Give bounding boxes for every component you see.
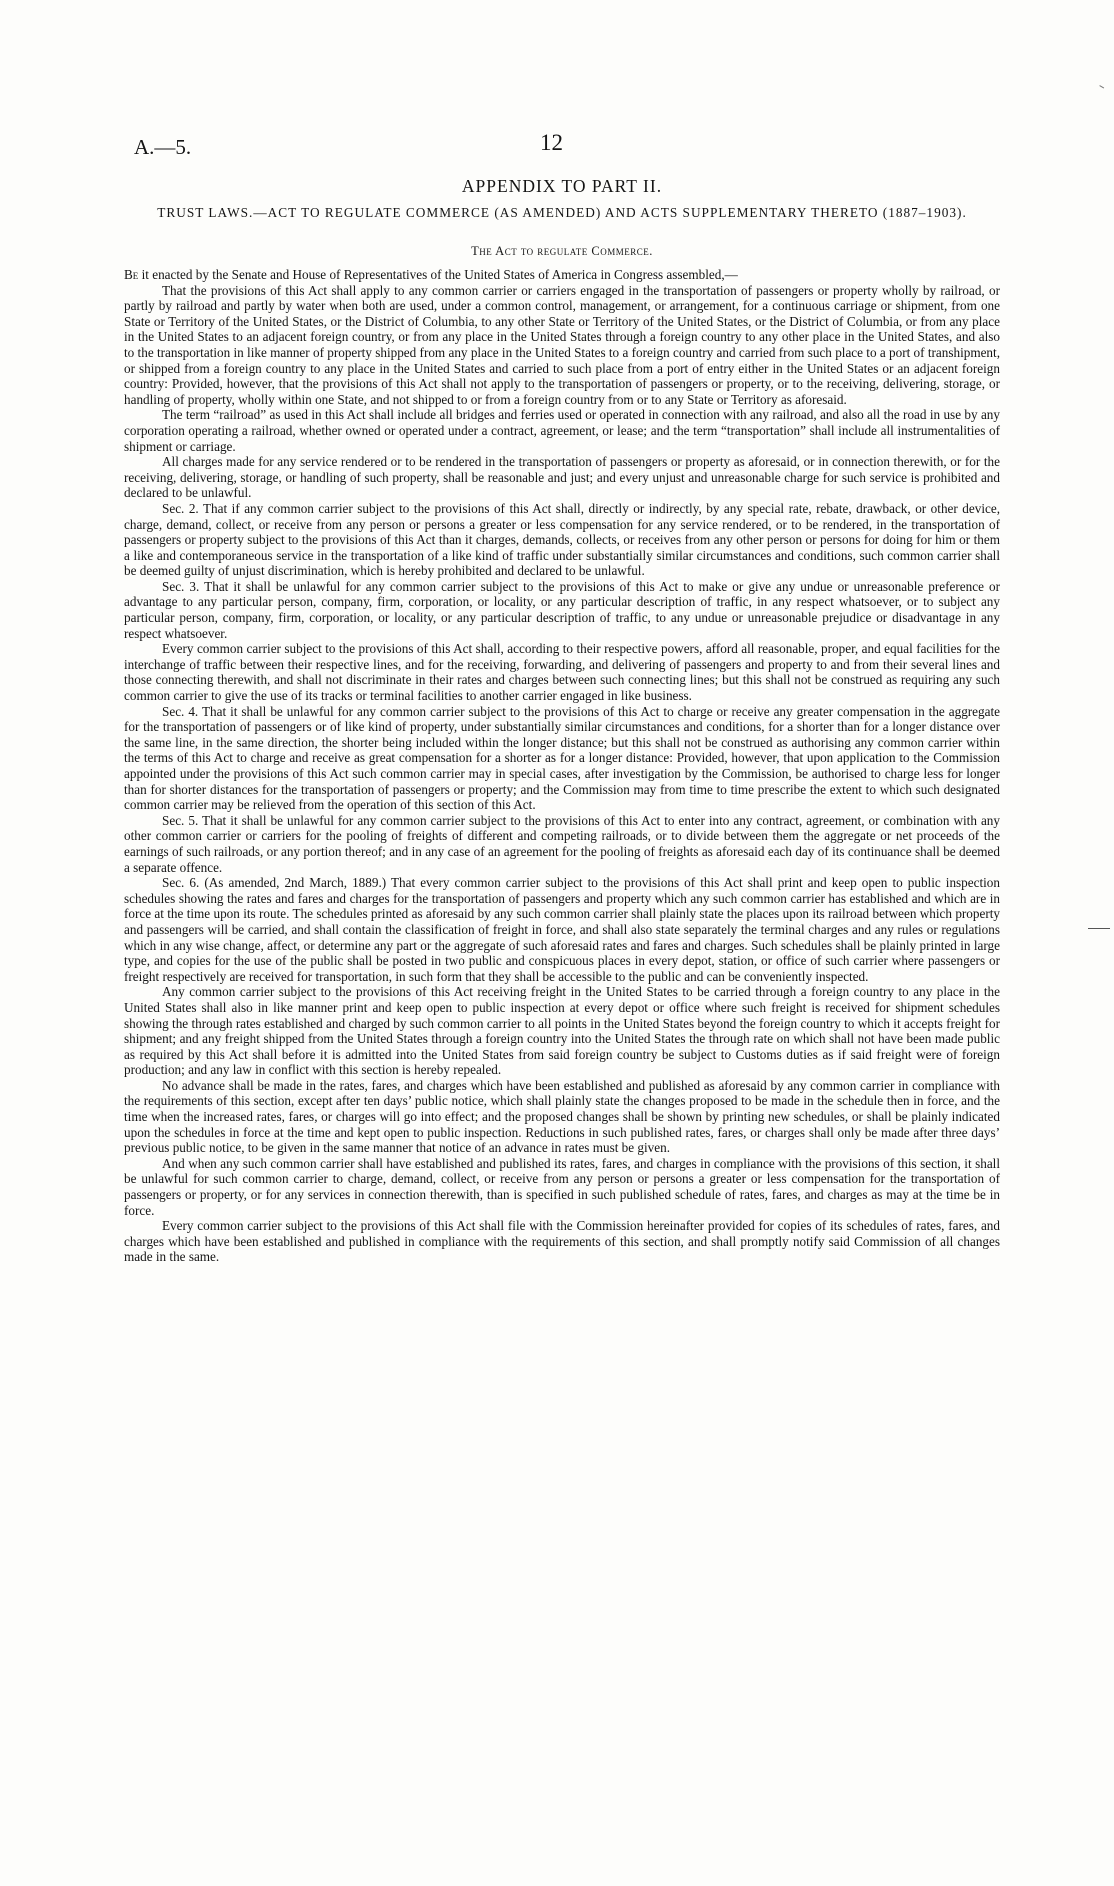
paragraph: Every common carrier subject to the provisions of this Act shall file with the Commission hereinafter provided for copies of its schedules of rates, fares, and charges which have been established and published in compliance with the requirements of this section, and shall promptly notify said Commission of all changes made in the same.: [124, 1218, 1000, 1265]
paragraph: Every common carrier subject to the provisions of this Act shall, according to their respective powers, afford all reasonable, proper, and equal facilities for the interchange of traffic between their respective lines, and for the receiving, forwarding, and delivering of passengers and property to and from their several lines and those connecting therewith, and shall not discriminate in their rates and charges between such connecting lines; but this shall not be construed as requiring any such common carrier to give the use of its tracks or terminal facilities to another carrier engaged in like business.: [124, 641, 1000, 704]
margin-dash: [1088, 928, 1110, 929]
paragraph: Any common carrier subject to the provisions of this Act receiving freight in the United States to be carried through a foreign country to any place in the United States shall also in like manner print and keep open to public inspection at every depot or office where such freight is received for shipment schedules showing the through rates established and charged by such common carrier to all points in the United States beyond the foreign country to which it accepts freight for shipment; and any freight shipped from the United States through a foreign country into the United States the through rate on which shall not have been made public as required by this Act shall before it is admitted into the United States from said foreign country be subject to Customs duties as if said freight were of foreign production; and any law in conflict with this section is hereby repealed.: [124, 984, 1000, 1078]
document-body: [124, 267, 1000, 1265]
page-number: 12: [540, 130, 563, 155]
enacting-clause: [124, 267, 1000, 283]
enacting-first-word: Be: [124, 267, 139, 282]
paragraph: And when any such common carrier shall have established and published its rates, fares, and charges in compliance with the provisions of this section, it shall be unlawful for such common carrier to charge, demand, collect, or receive from any person or persons a greater or less compensation for the transportation of passengers or property, or for any services in connection therewith, than is specified in such published schedule of rates, fares, and charges as may at the time be in force.: [124, 1155, 1000, 1218]
paragraph: The term “railroad” as used in this Act shall include all bridges and ferries used or operated in connection with any railroad, and also all the road in use by any corporation operating a railroad, whether owned or operated under a contract, agreement, or lease; and the term “transportation” shall include all instrumentalities of shipment or carriage.: [124, 407, 1000, 454]
paragraph-sec-2: Sec. 2. That if any common carrier subject to the provisions of this Act shall, directly or indirectly, by any special rate, rebate, drawback, or other device, charge, demand, collect, or receive from any person or persons a greater or less compensation for any service rendered, or to be rendered, in the transportation of passengers or property subject to the provisions of this Act than it charges, demands, collects, or receives from any other person or persons for doing for him or them a like and contemporaneous service in the transportation of a like kind of traffic under substantially similar circumstances and conditions, such common carrier shall be deemed guilty of unjust discrimination, which is hereby prohibited and declared to be unlawful.: [124, 500, 1000, 579]
paragraph: All charges made for any service rendered or to be rendered in the transportation of passengers or property as aforesaid, or in connection therewith, or for the receiving, delivering, storage, or handling of such property, shall be reasonable and just; and every unjust and unreasonable charge for such service is prohibited and declared to be unlawful.: [124, 454, 1000, 501]
paragraph-sec-6: Sec. 6. (As amended, 2nd March, 1889.) That every common carrier subject to the provisions of this Act shall print and keep open to public inspection schedules showing the rates and fares and charges for the transportation of passengers and property which any such common carrier has established and which are in force at the time upon its route. The schedules printed as aforesaid by any such common carrier shall plainly state the places upon its railroad between which property and passengers will be carried, and shall contain the classification of freight in force, and shall also state separately the terminal charges and any rules or regulations which in any wise change, affect, or determine any part or the aggregate of such aforesaid rates and fares and charges. Such schedules shall be plainly printed in large type, and copies for the use of the public shall be posted in two public and conspicuous places in every depot, station, or office of such carrier where passengers or freight respectively are received for transportation, in such form that they shall be accessible to the public and can be conveniently inspected.: [124, 875, 1000, 984]
appendix-title: APPENDIX TO PART II.: [461, 176, 663, 196]
paragraph: No advance shall be made in the rates, fares, and charges which have been established and published as aforesaid by any common carrier in compliance with the requirements of this section, except after ten days’ public notice, which shall plainly state the changes proposed to be made in the schedule then in force, and the time when the increased rates, fares, or charges will go into effect; and the proposed changes shall be shown by printing new schedules, or shall be plainly indicated upon the schedules in force at the time and kept open to public inspection. Reductions in such published rates, fares, or charges shall only be made after three days’ previous public notice, to be given in the same manner that notice of an advance in rates must be given.: [124, 1077, 1000, 1156]
paragraph: That the provisions of this Act shall apply to any common carrier or carriers engaged in the transportation of passengers or property wholly by railroad, or partly by railroad and partly by water when both are used, under a common control, management, or arrangement, for a continuous carriage or shipment, from one State or Territory of the United States, or the District of Columbia, to any other State or Territory of the United States, or the District of Columbia, or from any place in the United States to an adjacent foreign country, or from any place in the United States through a foreign country to any other place in the United States, and also to the transportation in like manner of property shipped from any place in the United States to a foreign country and carried from such place to a port of transhipment, or shipped from a foreign country to any place in the United States and carried to such place from a port of entry either in the United States or an adjacent foreign country: Provided, however, that the provisions of this Act shall not apply to the transportation of passengers or property, or to the receiving, delivering, storage, or handling of property, wholly within one State, and not shipped to or from a foreign country from or to any State or Territory as aforesaid.: [124, 282, 1000, 407]
act-title: The Act to regulate Commerce.: [471, 244, 653, 258]
document-subtitle: TRUST LAWS.—ACT TO REGULATE COMMERCE (AS AMENDED) AND ACTS SUPPLEMENTARY THERETO (1887–1903).: [157, 205, 967, 220]
paragraph-sec-4: Sec. 4. That it shall be unlawful for any common carrier subject to the provisions of this Act to charge or receive any greater compensation in the aggregate for the transportation of passengers or of like kind of property, under substantially similar circumstances and conditions, for a shorter than for a longer distance over the same line, in the same direction, the shorter being included within the longer distance; but this shall not be construed as authorising any common carrier within the terms of this Act to charge and receive as great compensation for a shorter as for a longer distance: Provided, however, that upon application to the Commission appointed under the provisions of this Act such common carrier may in special cases, after investigation by the Commission, be authorised to charge less for longer than for shorter distances for the transportation of passengers or property; and the Commission may from time to time prescribe the extent to which such designated common carrier may be relieved from the operation of this section of this Act.: [124, 703, 1000, 813]
enacting-clause-text: it enacted by the Senate and House of Representatives of the United States of America in Congress assembled,—: [138, 267, 738, 282]
paragraph-sec-5: Sec. 5. That it shall be unlawful for any common carrier subject to the provisions of this Act to enter into any contract, agreement, or combination with any other common carrier or carriers for the pooling of freights of different and competing railroads, or to divide between them the aggregate or net proceeds of the earnings of such railroads, or any portion thereof; and in any case of an agreement for the pooling of freights as aforesaid each day of its continuance shall be deemed a separate offence.: [124, 812, 1000, 875]
page-id: A.—5.: [134, 135, 192, 159]
margin-mark: [1097, 85, 1104, 93]
paragraph-sec-3: Sec. 3. That it shall be unlawful for any common carrier subject to the provisions of this Act to make or give any undue or unreasonable preference or advantage to any particular person, company, firm, corporation, or locality, or any particular description of traffic, in any respect whatsoever, or to subject any particular person, company, firm, corporation, or locality, or any particular description of traffic, to any undue or unreasonable prejudice or disadvantage in any respect whatsoever.: [124, 578, 1000, 641]
